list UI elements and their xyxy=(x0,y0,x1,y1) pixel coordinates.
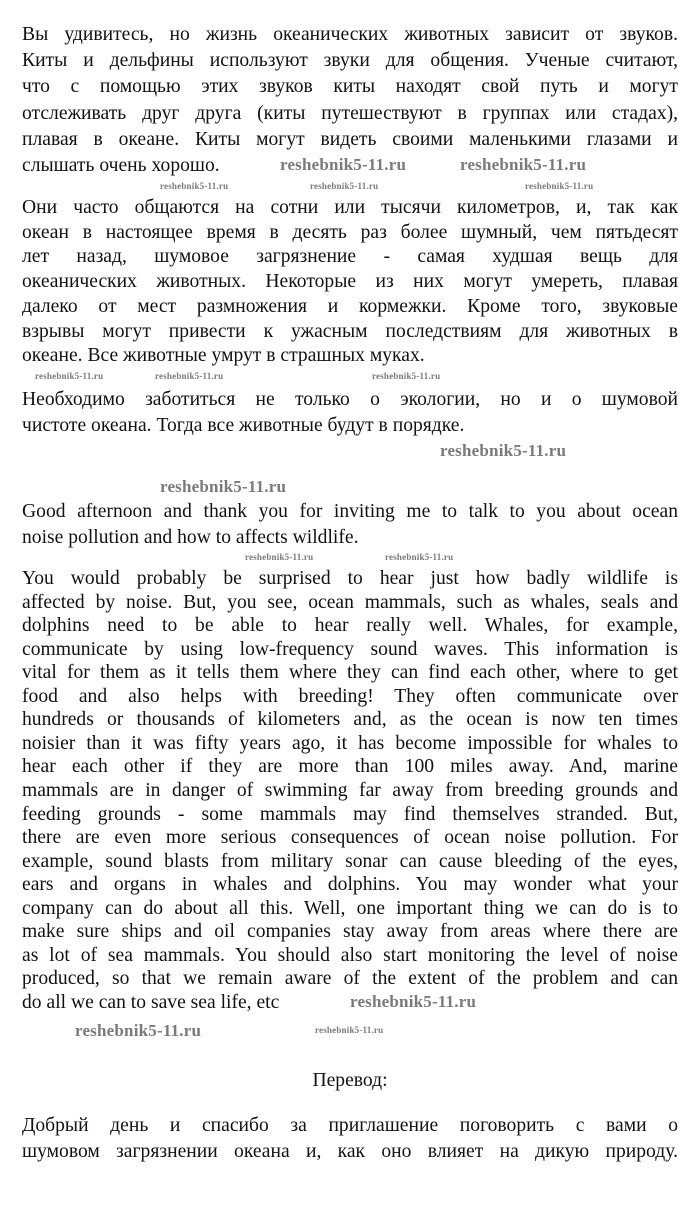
watermark: reshebnik5-11.ru xyxy=(160,477,287,496)
text-line: ears and organs in whales and dolphins. You may wonder what your xyxy=(22,874,678,896)
text-line: You would probably be surprised to hear just how badly wildlife is xyxy=(22,568,678,589)
text-line: Необходимо заботиться не только о экологии, но и о шумовой xyxy=(22,389,678,410)
text-line: affected by noise. But, you see, ocean mammals, such as whales, seals and xyxy=(22,591,678,613)
text-line: плавая в океане. Киты могут видеть своими маленькими глазами и xyxy=(22,128,678,150)
text-line: make sure ships and oil companies stay away from areas where there are xyxy=(22,921,678,943)
text-line: Киты и дельфины используют звуки для общения. Ученые считают, xyxy=(22,50,678,72)
text-line: noise pollution and how to affects wildlife. xyxy=(22,527,359,548)
text-line: Good afternoon and thank you for inviting me to talk to you about ocean xyxy=(22,501,678,522)
text-line: as lot of sea mammals. You should also start monitoring the level of noise xyxy=(22,944,678,966)
text-line: шумовом загрязнении океана и, как оно влияет на дикую природу. xyxy=(22,1141,678,1162)
text-line: dolphins need to be able to hear really well. Whales, for example, xyxy=(22,615,678,637)
text-line: чистоте океана. Тогда все животные будут в порядке. xyxy=(22,415,465,436)
text-line: далеко от мест размножения и кормежки. Кроме того, звуковые xyxy=(22,295,678,317)
text-line: hear each other if they are more than 100 miles away. And, marine xyxy=(22,756,678,778)
watermark: reshebnik5-11.ru xyxy=(440,441,567,460)
text-line: Добрый день и спасибо за приглашение поговорить с вами о xyxy=(22,1115,678,1136)
text-line: hundreds or thousands of kilometers and, as the ocean is now ten times xyxy=(22,709,678,731)
watermark: reshebnik5-11.ru xyxy=(280,155,407,174)
text-line: Перевод: xyxy=(312,1070,388,1091)
text-line: food and also helps with breeding! They often communicate over xyxy=(22,685,678,707)
text-line: Вы удивитесь, но жизнь океанических животных зависит от звуков. xyxy=(22,24,678,45)
text-line: do all we can to save sea life, etc xyxy=(22,991,280,1013)
watermark: reshebnik5-11.ru xyxy=(350,992,477,1011)
watermark: reshebnik5-11.ru xyxy=(160,181,229,191)
watermark: reshebnik5-11.ru xyxy=(35,371,104,381)
watermark: reshebnik5-11.ru xyxy=(460,155,587,174)
text-line: океане. Все животные умрут в страшных муках. xyxy=(22,345,425,367)
text-line: example, sound blasts from military sonar can cause bleeding of the eyes, xyxy=(22,850,678,872)
text-line: что с помощью этих звуков киты находят свой путь и могут xyxy=(22,76,678,98)
text-line: mammals are in danger of swimming far away from breeding grounds and xyxy=(22,779,678,801)
text-line: there are even more serious consequences of ocean noise pollution. For xyxy=(22,827,678,849)
watermark: reshebnik5-11.ru xyxy=(75,1021,202,1040)
text-line: лет назад, шумовое загрязнение - самая худшая вещь для xyxy=(22,246,678,268)
watermark: reshebnik5-11.ru xyxy=(525,181,594,191)
text-line: noisier than it was fifty years ago, it has become impossible for whales to xyxy=(22,732,678,754)
watermark: reshebnik5-11.ru xyxy=(372,371,441,381)
text-line: слышать очень хорошо. xyxy=(22,155,220,176)
text-line: взрывы могут привести к ужасным последствиям для животных в xyxy=(22,320,678,342)
watermark: reshebnik5-11.ru xyxy=(385,552,454,562)
text-line: produced, so that we remain aware of the extent of the problem and can xyxy=(22,968,678,990)
text-line: feeding grounds - some mammals may find themselves stranded. But, xyxy=(22,803,678,825)
text-line: Они часто общаются на сотни или тысячи километров, и, так как xyxy=(22,197,678,218)
watermark: reshebnik5-11.ru xyxy=(310,181,379,191)
text-line: vital for them as it tells them where they can find each other, where to get xyxy=(22,662,678,684)
text-line: communicate by using low-frequency sound waves. This information is xyxy=(22,638,678,660)
text-line: океан в настоящее время в десять раз более шумный, чем пятьдесят xyxy=(22,221,678,243)
text-line: океанических животных. Некоторые из них могут умереть, плавая xyxy=(22,271,678,293)
text-line: отслеживать друг друга (киты путешествуют в группах или стадах), xyxy=(22,102,678,124)
watermark: reshebnik5-11.ru xyxy=(155,371,224,381)
watermark: reshebnik5-11.ru xyxy=(245,552,314,562)
text-line: company can do about all this. Well, one important thing we can do is to xyxy=(22,897,678,919)
watermark: reshebnik5-11.ru xyxy=(315,1025,384,1035)
